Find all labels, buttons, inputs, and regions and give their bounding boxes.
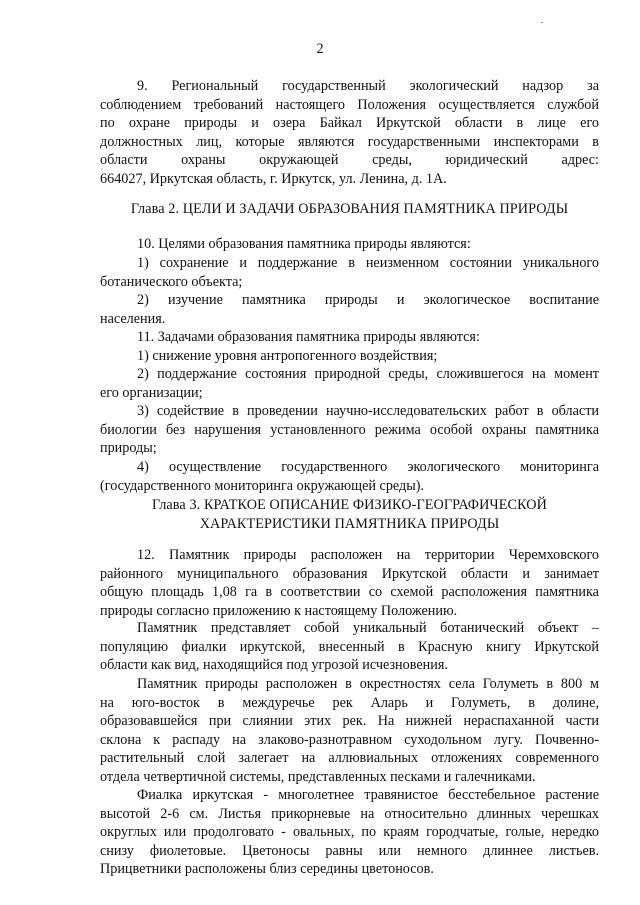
text-line: на юго-восток в междуречье рек Аларь и Голуметь, в долине, <box>100 694 599 711</box>
text-line: общую площадь 1,08 га в соответствии со схемой расположения памятника <box>100 584 599 601</box>
text-line: районного муниципального образования Иркутской области и занимает <box>100 565 599 582</box>
paragraph-10 <box>100 235 599 254</box>
paragraph-12 <box>100 546 599 620</box>
text-line: биологии без нарушения установленного режима особой охраны памятника <box>100 421 599 438</box>
text-line: 664027, Иркутская область, г. Иркутск, ул. Ленина, д. 1А. <box>100 170 447 187</box>
text-line: (государственного мониторинга окружающей среды). <box>100 477 425 494</box>
chapter-3-heading <box>100 496 599 533</box>
text-line: 1) снижение уровня антропогенного воздействия; <box>137 348 438 364</box>
text-line: области как вид, находящийся под угрозой исчезновения. <box>100 657 448 674</box>
text-line: популяцию фиалки иркутской, внесенный в Красную книгу Иркутской <box>100 638 599 655</box>
text-line: образовавшейся при слиянии этих рек. На нижней нераспаханной части <box>100 713 599 730</box>
heading-line: ХАРАКТЕРИСТИКИ ПАМЯТНИКА ПРИРОДЫ <box>199 515 500 532</box>
task-item-1 <box>100 347 599 366</box>
text-line: высотой 2-6 см. Листья прикорневые на относительно длинных черешках <box>100 805 599 822</box>
text-line: растительный слой залегает на аллювиальных отложениях современного <box>100 750 599 767</box>
goal-item-2 <box>100 291 599 328</box>
text-line: 12. Памятник природы расположен на территории Черемховского <box>137 547 599 563</box>
text-line: 11. Задачами образования памятника природы являются: <box>137 329 480 345</box>
text-line: ботанического объекта; <box>100 273 243 290</box>
text-line: природы согласно приложению к настоящему Положению. <box>100 602 458 619</box>
text-line: снизу фиолетовые. Цветоносы равны или немного длиннее листьев. <box>100 842 599 859</box>
text-line: природы; <box>100 440 157 457</box>
text-line: 2) поддержание состояния природной среды, сложившегося на момент <box>137 366 599 382</box>
paragraph-location <box>100 675 599 787</box>
text-line: 3) содействие в проведении научно-исследовательских работ в области <box>137 403 599 419</box>
paragraph-violet-description <box>100 786 599 879</box>
task-item-2 <box>100 365 599 402</box>
text-line: отдела четвертичной системы, представленных песками и галечниками. <box>100 768 536 785</box>
heading-line: Глава 3. КРАТКОЕ ОПИСАНИЕ ФИЗИКО-ГЕОГРАФИЧЕСКОЙ <box>151 497 547 513</box>
text-line: округлых или продолговато - овальных, по краям городчатые, голые, нередко <box>100 824 599 841</box>
text-line: должностных лиц, которые являются государственными инспекторами в <box>100 133 599 150</box>
text-line: 4) осуществление государственного экологического мониторинга <box>137 459 599 475</box>
text-line: 1) сохранение и поддержание в неизменном состоянии уникального <box>137 255 599 271</box>
text-line: 2) изучение памятника природы и экологическое воспитание <box>137 292 599 308</box>
text-line: Памятник природы расположен в окрестностях села Голуметь в 800 м <box>137 676 599 692</box>
text-line: области охраны окружающей среды, юридический адрес: <box>100 152 599 169</box>
scan-speck <box>541 22 543 23</box>
paragraph-11 <box>100 328 599 347</box>
text-line: соблюдением требований настоящего Положения осуществляется службой <box>100 96 599 113</box>
task-item-3 <box>100 402 599 458</box>
text-line: Прицветники расположены близ середины цветоносов. <box>100 861 434 878</box>
paragraph-9 <box>100 77 599 189</box>
text-line: по охране природы и озера Байкал Иркутской области в лице его <box>100 115 599 132</box>
goal-item-1 <box>100 254 599 291</box>
text-line: 10. Целями образования памятника природы являются: <box>137 236 471 252</box>
heading-line: Глава 2. ЦЕЛИ И ЗАДАЧИ ОБРАЗОВАНИЯ ПАМЯТНИКА ПРИРОДЫ <box>130 201 569 217</box>
text-line: Памятник представляет собой уникальный ботанический объект – <box>137 620 599 636</box>
paragraph-monument-description <box>100 619 599 675</box>
text-line: Фиалка иркутская - многолетнее травянистое бесстебельное растение <box>137 787 599 803</box>
chapter-2-heading <box>100 200 599 219</box>
text-line: 9. Региональный государственный экологический надзор за <box>137 78 599 94</box>
text-line: склона к распаду на злаково-разнотравном суходольном лугу. Почвенно- <box>100 731 599 748</box>
text-line: населения. <box>100 310 166 327</box>
text-line: его организации; <box>100 384 203 401</box>
page-number: 2 <box>316 41 324 57</box>
task-item-4 <box>100 458 599 495</box>
